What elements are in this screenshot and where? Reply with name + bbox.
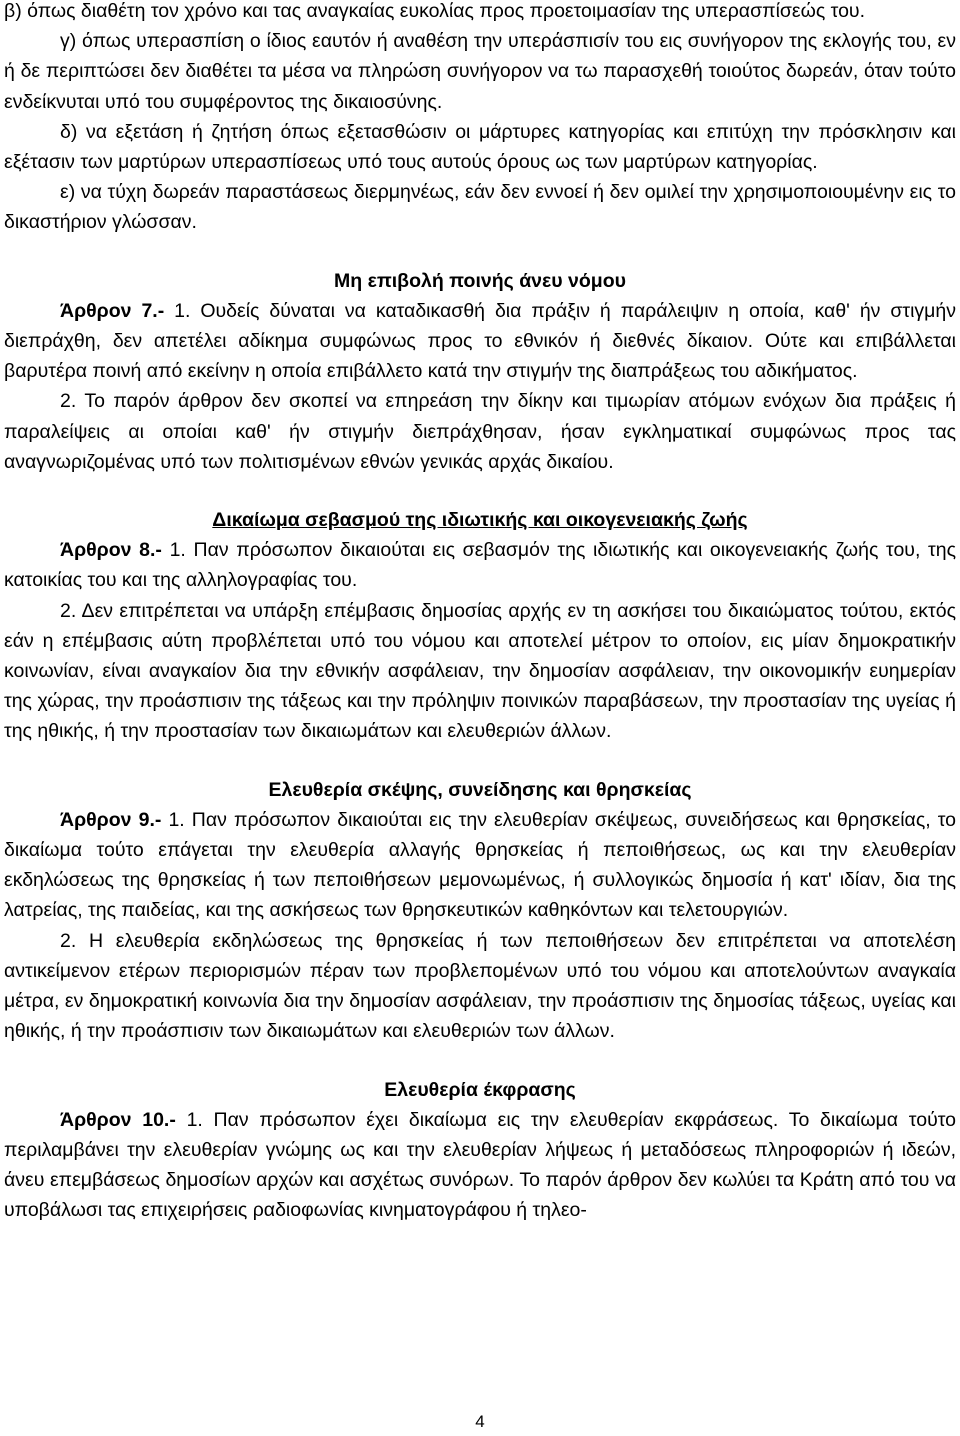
article-10-paragraph-1: [4, 1105, 956, 1226]
article-8-label: Άρθρον 8.-: [60, 539, 162, 562]
article-7-heading: Μη επιβολή ποινής άνευ νόμου: [334, 269, 626, 292]
article-10-heading: Ελευθερία έκφρασης: [384, 1078, 576, 1101]
paragraph-c: γ) όπως υπερασπίση ο ίδιος εαυτόν ή αναθέση την υπεράσπισίν του εις συνήγορον της εκλογής του, εν ή δε περιπτώσει δεν διαθέτει τα μέσα να πληρώση συνήγορον να τω παρασχεθή τοιούτος δωρεάν, όταν τούτο ενδείκνυται υπό του συμφέροντος της δικαιοσύνης.: [4, 30, 956, 113]
article-8-heading: Δικαίωμα σεβασμού της ιδιωτικής και οικογενειακής ζωής: [212, 509, 748, 532]
article-9-paragraph-2: 2. Η ελευθερία εκδηλώσεως της θρησκείας ή των πεποιθήσεων δεν επιτρέπεται να αποτελέση αντικείμενον ετέρων περιορισμών πέραν των προβλεπομένων υπό του νόμου και αποτελούντων αναγκαία μέτρα, εν δημοκρατική κοινωνία δια την δημοσίαν ασφάλειαν, την προάσπισιν της δημοσίας τάξεως, υγείας και ηθικής, ή την προάσπισιν των δικαιωμάτων και ελευθεριών των άλλων.: [4, 929, 956, 1043]
article-9-label: Άρθρον 9.-: [60, 808, 162, 831]
article-7-paragraph-1: [4, 296, 956, 387]
article-7-paragraph-2: 2. Το παρόν άρθρον δεν σκοπεί να επηρεάση την δίκην και τιμωρίαν ατόμων ενόχων δια πράξεις ή παραλείψεις αι οποίαι καθ' ήν στιγμήν διεπράχθησαν, ήσαν εγκληματικαί συμφώνως προς τας αναγνωριζομένας υπό των πολιτισμένων εθνών γενικάς αρχάς δικαίου.: [4, 390, 956, 473]
article-8-paragraph-2: 2. Δεν επιτρέπεται να υπάρξη επέμβασις δημοσίας αρχής εν τη ασκήσει του δικαιώματος τούτου, εκτός εάν η επέμβασις αύτη προβλέπεται υπό του νόμου και αποτελεί μέτρον το οποίον, εις μίαν δημοκρατικήν κοινωνίαν, είναι αναγκαίον δια την εθνικήν ασφάλειαν, την δημοσίαν ασφάλειαν, την οικονομικήν ευημερίαν της χώρας, την προάσπισιν της τάξεως και την πρόληψιν ποινικών παραβάσεων, την προστασίαν της υγείας ή της ηθικής, ή την προστασίαν των δικαιωμάτων και ελευθεριών άλλων.: [4, 599, 956, 743]
page-number: 4: [475, 1412, 485, 1431]
article-9-heading: Ελευθερία σκέψης, συνείδησης και θρησκείας: [268, 778, 692, 801]
article-10-label: Άρθρον 10.-: [60, 1108, 176, 1131]
article-7-label: Άρθρον 7.-: [60, 299, 165, 322]
article-7-p1-text: 1. Ουδείς δύναται να καταδικασθή δια πράξιν ή παράλειψιν η οποία, καθ' ήν στιγμήν διεπράχθη, δεν απετέλει αδίκημα συμφώνως προς το εθνικόν ή διεθνές δίκαιον. Ούτε και επιβάλλεται βαρυτέρα ποινή από εκείνην η οποία επιβάλλετο κατά την στιγμήν της διαπράξεως του αδικήματος.: [4, 299, 956, 383]
article-10-p1-text: 1. Παν πρόσωπον έχει δικαίωμα εις την ελευθερίαν εκφράσεως. Το δικαίωμα τούτο περιλαμβάνει την ελευθερίαν γνώμης ως και την ελευθερίαν λήψεως ή μεταδόσεως πληροφοριών ή ιδεών, άνευ επεμβάσεως δημοσίων αρχών και ασχέτως συνόρων. Το παρόν άρθρον δεν κωλύει τα Κράτη από του να υποβάλωσι τας επιχειρήσεις ραδιοφωνίας κινηματογράφου ή τηλεο-: [4, 1108, 956, 1222]
article-9-p1-text: 1. Παν πρόσωπον δικαιούται εις την ελευθερίαν σκέψεως, συνειδήσεως και θρησκείας, το δικαίωμα τούτο επάγεται την ελευθερία αλλαγής θρησκείας ή πεποιθήσεως, ως και την ελευθερίαν εκδηλώσεως της θρησκείας ή των πεποιθήσεων μεμονωμένως, ή συλλογικώς δημοσία ή κατ' ιδίαν, δια της λατρείας, της παιδείας, και της ασκήσεως των θρησκευτικών καθηκόντων και τελετουργιών.: [4, 808, 956, 922]
paragraph-e: ε) να τύχη δωρεάν παραστάσεως διερμηνέως, εάν δεν εννοεί ή δεν ομιλεί την χρησιμοποιουμένην εις το δικαστήριον γλώσσαν.: [4, 181, 956, 234]
document-page: [4, 0, 956, 1226]
article-8-p1-text: 1. Παν πρόσωπον δικαιούται εις σεβασμόν της ιδιωτικής και οικογενειακής ζωής του, της κατοικίας του και της αλληλογραφίας του.: [4, 539, 956, 592]
article-8-paragraph-1: [4, 535, 956, 595]
paragraph-b: β) όπως διαθέτη τον χρόνο και τας αναγκαίας ευκολίας προς προετοιμασίαν της υπερασπίσεώς του.: [4, 0, 866, 22]
paragraph-d: δ) να εξετάση ή ζητήση όπως εξετασθώσιν οι μάρτυρες κατηγορίας και επιτύχη την πρόσκλησιν και εξέτασιν των μαρτύρων υπερασπίσεως υπό τους αυτούς όρους ως των μαρτύρων κατηγορίας.: [4, 120, 956, 174]
article-9-paragraph-1: [4, 805, 956, 926]
